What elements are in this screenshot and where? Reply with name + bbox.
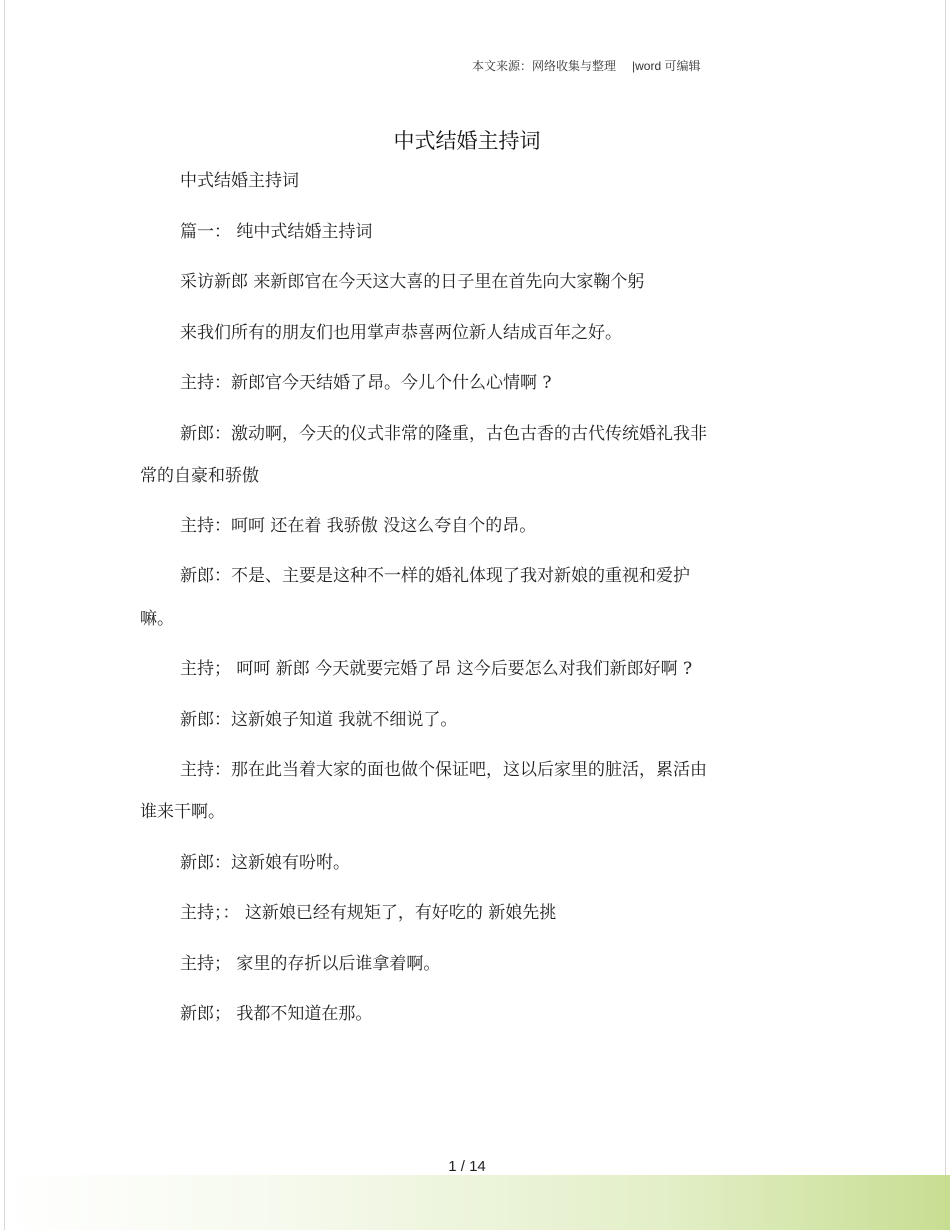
footer-decoration xyxy=(0,1175,950,1230)
page-border-right xyxy=(945,0,946,1230)
paragraph-line: 主持；： 这新娘已经有规矩了，有好吃的 新娘先挑 xyxy=(180,903,557,923)
paragraph-line: 采访新郎 来新郎官在今天这大喜的日子里在首先向大家鞠个躬 xyxy=(180,272,645,292)
document-title: 中式结婚主持词 xyxy=(393,129,541,153)
paragraph-line: 新郎：这新娘子知道 我就不细说了。 xyxy=(180,710,458,730)
source-note: 本文来源：网络收集与整理 xyxy=(472,59,617,73)
paragraph-line: 主持：新郎官今天结婚了昂。今儿个什么心情啊 ? xyxy=(180,373,552,393)
paragraph-line: 主持； 呵呵 新郎 今天就要完婚了昂 这今后要怎么对我们新郎好啊 ? xyxy=(180,659,693,679)
page-border-left xyxy=(4,0,5,1230)
paragraph-line: 主持：呵呵 还在着 我骄傲 没这么夸自个的昂。 xyxy=(180,516,537,536)
paragraph-line: 新郎； 我都不知道在那。 xyxy=(180,1004,373,1024)
paragraph-line: 来我们所有的朋友们也用掌声恭喜两位新人结成百年之好。 xyxy=(180,323,622,343)
paragraph-line: 常的自豪和骄傲 xyxy=(140,466,259,486)
page-header xyxy=(472,57,700,74)
paragraph-line: 新郎：这新娘有吩咐。 xyxy=(180,853,350,873)
editable-note: |word 可编辑 xyxy=(632,59,701,73)
page-number: 1 / 14 xyxy=(448,1158,486,1175)
paragraph-line: 主持； 家里的存折以后谁拿着啊。 xyxy=(180,954,441,974)
paragraph-line: 中式结婚主持词 xyxy=(180,171,299,191)
paragraph-line: 新郎：不是、主要是这种不一样的婚礼体现了我对新娘的重视和爱护 xyxy=(180,566,690,586)
paragraph-line: 主持：那在此当着大家的面也做个保证吧，这以后家里的脏活，累活由 xyxy=(180,760,707,780)
paragraph-line: 篇一： 纯中式结婚主持词 xyxy=(180,222,373,242)
paragraph-line: 新郎：激动啊，今天的仪式非常的隆重，古色古香的古代传统婚礼我非 xyxy=(180,424,707,444)
paragraph-line: 嘛。 xyxy=(140,609,174,629)
paragraph-line: 谁来干啊。 xyxy=(140,802,225,822)
